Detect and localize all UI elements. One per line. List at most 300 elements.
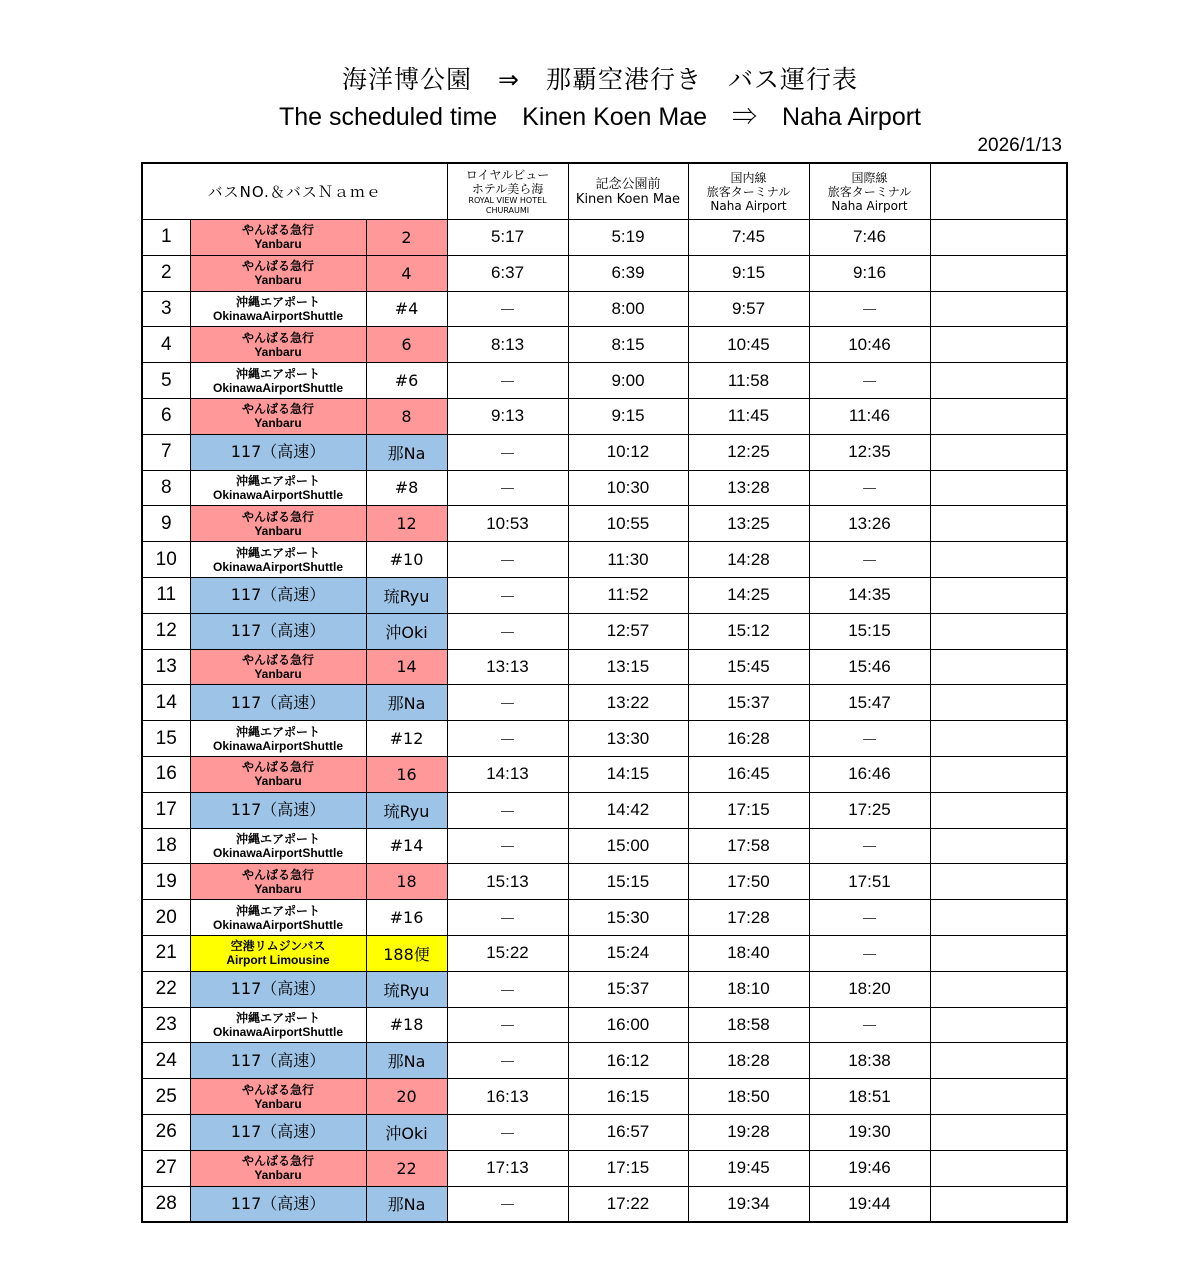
header-dom-en: Naha Airport [710, 198, 787, 213]
table-row [142, 363, 1067, 399]
time-domestic-terminal: 9:57 [688, 291, 809, 327]
blank-cell [930, 327, 1067, 363]
time-kinen-koen-mae: 8:15 [568, 327, 688, 363]
row-number: 7 [142, 434, 190, 470]
time-kinen-koen-mae: 15:30 [568, 900, 688, 936]
row-number: 8 [142, 470, 190, 506]
time-domestic-terminal: 12:25 [688, 434, 809, 470]
time-domestic-terminal: 18:50 [688, 1079, 809, 1115]
bus-code: 188便 [366, 935, 447, 971]
time-kinen-koen-mae: 12:57 [568, 613, 688, 649]
table-row [142, 756, 1067, 792]
time-domestic-terminal: 19:34 [688, 1186, 809, 1222]
bus-name: 117（高速） [190, 577, 366, 613]
table-row [142, 1186, 1067, 1222]
schedule-table [141, 162, 1068, 1223]
time-domestic-terminal: 10:45 [688, 327, 809, 363]
bus-name-ja: 沖縄エアポート [235, 473, 320, 488]
table-row [142, 828, 1067, 864]
time-kinen-koen-mae: 11:52 [568, 577, 688, 613]
time-international-terminal: 13:26 [809, 506, 930, 542]
bus-code: 琉Ryu [366, 577, 447, 613]
header-domestic [688, 163, 809, 220]
row-number: 24 [142, 1043, 190, 1079]
bus-name-ja: 沖縄エアポート [235, 724, 320, 739]
bus-name [190, 291, 366, 327]
time-international-terminal: 15:47 [809, 685, 930, 721]
table-row [142, 327, 1067, 363]
bus-code: 8 [366, 398, 447, 434]
time-international-terminal: 19:30 [809, 1114, 930, 1150]
time-royal-view: 6:37 [447, 255, 568, 291]
bus-name-ja: やんばる急行 [241, 402, 314, 417]
time-domestic-terminal: 11:58 [688, 363, 809, 399]
row-number: 14 [142, 685, 190, 721]
time-international-terminal: 17:51 [809, 864, 930, 900]
bus-code: #14 [366, 828, 447, 864]
header-intl-ja2: 旅客ターミナル [827, 184, 912, 199]
bus-code: 琉Ryu [366, 792, 447, 828]
time-royal-view: 15:22 [447, 935, 568, 971]
bus-name-en: OkinawaAirportShuttle [212, 1024, 343, 1039]
time-kinen-koen-mae: 15:15 [568, 864, 688, 900]
page-title: 海洋博公園 ⇒ 那覇空港行き バス運行表 [342, 65, 858, 94]
blank-cell [930, 935, 1067, 971]
row-number: 28 [142, 1186, 190, 1222]
blank-cell [930, 756, 1067, 792]
row-number: 15 [142, 721, 190, 757]
bus-code: #10 [366, 542, 447, 578]
bus-name [190, 363, 366, 399]
bus-name [190, 470, 366, 506]
page-subtitle: The scheduled time Kinen Koen Mae ⇒ Naha Airport [279, 103, 921, 131]
time-kinen-koen-mae: 13:22 [568, 685, 688, 721]
blank-cell [930, 1150, 1067, 1186]
blank-cell [930, 721, 1067, 757]
blank-cell [930, 613, 1067, 649]
time-royal-view: － [447, 613, 568, 649]
time-international-terminal: － [809, 291, 930, 327]
bus-name-en: OkinawaAirportShuttle [212, 917, 343, 932]
bus-name [190, 900, 366, 936]
time-domestic-terminal: 19:28 [688, 1114, 809, 1150]
time-kinen-koen-mae: 6:39 [568, 255, 688, 291]
bus-name-en: Yanbaru [254, 1096, 302, 1111]
header-kinen-ja: 記念公園前 [595, 176, 661, 192]
bus-code: 4 [366, 255, 447, 291]
time-royal-view: 10:53 [447, 506, 568, 542]
blank-cell [930, 828, 1067, 864]
time-international-terminal: 15:46 [809, 649, 930, 685]
bus-name-ja: 沖縄エアポート [235, 831, 320, 846]
row-number: 1 [142, 220, 190, 256]
bus-name-ja: 沖縄エアポート [235, 545, 320, 560]
time-royal-view: 14:13 [447, 756, 568, 792]
time-kinen-koen-mae: 10:55 [568, 506, 688, 542]
bus-name [190, 721, 366, 757]
bus-name-ja: やんばる急行 [241, 652, 314, 667]
time-royal-view: － [447, 971, 568, 1007]
bus-name-ja: やんばる急行 [241, 509, 314, 524]
header-kinen-en: Kinen Koen Mae [575, 191, 681, 207]
time-kinen-koen-mae: 16:15 [568, 1079, 688, 1115]
time-kinen-koen-mae: 15:00 [568, 828, 688, 864]
time-royal-view: － [447, 1043, 568, 1079]
bus-name-en: OkinawaAirportShuttle [212, 308, 343, 323]
time-royal-view: － [447, 1186, 568, 1222]
bus-name-ja: 沖縄エアポート [235, 294, 320, 309]
time-royal-view: － [447, 721, 568, 757]
time-international-terminal: 18:38 [809, 1043, 930, 1079]
bus-name: 117（高速） [190, 1186, 366, 1222]
time-domestic-terminal: 16:28 [688, 721, 809, 757]
time-kinen-koen-mae: 17:15 [568, 1150, 688, 1186]
time-international-terminal: 7:46 [809, 220, 930, 256]
bus-code: 22 [366, 1150, 447, 1186]
bus-name-en: Yanbaru [254, 1168, 302, 1183]
header-royal-ja2: ホテル美ら海 [471, 181, 544, 196]
time-royal-view: － [447, 470, 568, 506]
time-domestic-terminal: 13:25 [688, 506, 809, 542]
blank-cell [930, 685, 1067, 721]
bus-name-en: OkinawaAirportShuttle [212, 738, 343, 753]
row-number: 27 [142, 1150, 190, 1186]
bus-name: 117（高速） [190, 971, 366, 1007]
bus-name [190, 506, 366, 542]
table-row [142, 1150, 1067, 1186]
blank-cell [930, 1079, 1067, 1115]
bus-code: 沖Oki [366, 613, 447, 649]
row-number: 4 [142, 327, 190, 363]
time-international-terminal: － [809, 542, 930, 578]
time-international-terminal: － [809, 828, 930, 864]
blank-cell [930, 792, 1067, 828]
bus-name [190, 649, 366, 685]
time-royal-view: － [447, 828, 568, 864]
bus-name [190, 1150, 366, 1186]
time-domestic-terminal: 7:45 [688, 220, 809, 256]
bus-name-en: Yanbaru [254, 523, 302, 538]
table-row [142, 220, 1067, 256]
bus-name [190, 935, 366, 971]
header-royal-en1: ROYAL VIEW HOTEL [468, 195, 547, 205]
table-row [142, 398, 1067, 434]
bus-name-en: OkinawaAirportShuttle [212, 559, 343, 574]
bus-name [190, 327, 366, 363]
bus-name: 117（高速） [190, 434, 366, 470]
time-domestic-terminal: 13:28 [688, 470, 809, 506]
time-kinen-koen-mae: 16:57 [568, 1114, 688, 1150]
bus-name [190, 542, 366, 578]
time-kinen-koen-mae: 14:15 [568, 756, 688, 792]
row-number: 13 [142, 649, 190, 685]
time-international-terminal: 18:51 [809, 1079, 930, 1115]
time-royal-view: － [447, 434, 568, 470]
time-royal-view: － [447, 792, 568, 828]
bus-name-ja: 沖縄エアポート [235, 1010, 320, 1025]
row-number: 16 [142, 756, 190, 792]
bus-name [190, 756, 366, 792]
bus-code: #12 [366, 721, 447, 757]
time-international-terminal: 19:46 [809, 1150, 930, 1186]
row-number: 6 [142, 398, 190, 434]
time-kinen-koen-mae: 9:00 [568, 363, 688, 399]
bus-code: 那Na [366, 434, 447, 470]
bus-name [190, 828, 366, 864]
bus-code: #18 [366, 1007, 447, 1043]
blank-cell [930, 434, 1067, 470]
bus-code: #8 [366, 470, 447, 506]
bus-name [190, 864, 366, 900]
bus-name-ja: やんばる急行 [241, 1082, 314, 1097]
row-number: 17 [142, 792, 190, 828]
bus-name-ja: やんばる急行 [241, 259, 314, 274]
bus-name-en: OkinawaAirportShuttle [212, 380, 343, 395]
blank-cell [930, 398, 1067, 434]
time-domestic-terminal: 15:45 [688, 649, 809, 685]
bus-name [190, 1007, 366, 1043]
time-royal-view: － [447, 900, 568, 936]
header-intl-en: Naha Airport [831, 198, 908, 213]
time-international-terminal: 12:35 [809, 434, 930, 470]
row-number: 21 [142, 935, 190, 971]
bus-name-en: Yanbaru [254, 774, 302, 789]
time-international-terminal: 17:25 [809, 792, 930, 828]
bus-name: 117（高速） [190, 1114, 366, 1150]
time-royal-view: 15:13 [447, 864, 568, 900]
time-domestic-terminal: 17:58 [688, 828, 809, 864]
bus-name-ja: やんばる急行 [241, 1154, 314, 1169]
table-row [142, 685, 1067, 721]
bus-name: 117（高速） [190, 1043, 366, 1079]
time-kinen-koen-mae: 17:22 [568, 1186, 688, 1222]
table-row [142, 577, 1067, 613]
time-international-terminal: － [809, 900, 930, 936]
row-number: 10 [142, 542, 190, 578]
bus-name-en: OkinawaAirportShuttle [212, 845, 343, 860]
bus-code: 那Na [366, 685, 447, 721]
bus-code: 那Na [366, 1186, 447, 1222]
bus-name-ja: 沖縄エアポート [235, 903, 320, 918]
bus-name-en: Yanbaru [254, 416, 302, 431]
bus-code: 6 [366, 327, 447, 363]
time-royal-view: － [447, 542, 568, 578]
time-domestic-terminal: 15:37 [688, 685, 809, 721]
bus-code: 2 [366, 220, 447, 256]
blank-cell [930, 542, 1067, 578]
time-royal-view: － [447, 291, 568, 327]
table-row [142, 1007, 1067, 1043]
time-international-terminal: － [809, 1007, 930, 1043]
bus-code: 16 [366, 756, 447, 792]
table-row [142, 900, 1067, 936]
table-row [142, 255, 1067, 291]
blank-cell [930, 470, 1067, 506]
time-kinen-koen-mae: 5:19 [568, 220, 688, 256]
time-domestic-terminal: 14:28 [688, 542, 809, 578]
time-kinen-koen-mae: 15:24 [568, 935, 688, 971]
row-number: 20 [142, 900, 190, 936]
bus-name-en: Yanbaru [254, 344, 302, 359]
table-row [142, 1079, 1067, 1115]
row-number: 19 [142, 864, 190, 900]
time-royal-view: 16:13 [447, 1079, 568, 1115]
bus-name-ja: やんばる急行 [241, 867, 314, 882]
time-domestic-terminal: 17:50 [688, 864, 809, 900]
date-label: 2026/1/13 [977, 135, 1062, 156]
blank-cell [930, 1007, 1067, 1043]
table-row [142, 613, 1067, 649]
row-number: 3 [142, 291, 190, 327]
header-royal-en2: CHURAUMI [485, 205, 530, 215]
table-row [142, 864, 1067, 900]
time-domestic-terminal: 9:15 [688, 255, 809, 291]
bus-code: 沖Oki [366, 1114, 447, 1150]
header-blank [930, 163, 1067, 220]
time-international-terminal: 11:46 [809, 398, 930, 434]
table-row [142, 470, 1067, 506]
table-row [142, 721, 1067, 757]
time-international-terminal: 14:35 [809, 577, 930, 613]
row-number: 12 [142, 613, 190, 649]
table-row [142, 506, 1067, 542]
header-bus-name: バスNO.＆バスＮａｍｅ [142, 163, 447, 220]
header-international [809, 163, 930, 220]
bus-name [190, 220, 366, 256]
bus-name-ja: 沖縄エアポート [235, 366, 320, 381]
blank-cell [930, 971, 1067, 1007]
time-kinen-koen-mae: 9:15 [568, 398, 688, 434]
time-domestic-terminal: 15:12 [688, 613, 809, 649]
time-international-terminal: 10:46 [809, 327, 930, 363]
time-international-terminal: 18:20 [809, 971, 930, 1007]
header-dom-ja1: 国内線 [730, 170, 767, 185]
time-kinen-koen-mae: 8:00 [568, 291, 688, 327]
time-kinen-koen-mae: 14:42 [568, 792, 688, 828]
blank-cell [930, 577, 1067, 613]
time-international-terminal: 15:15 [809, 613, 930, 649]
blank-cell [930, 363, 1067, 399]
time-royal-view: － [447, 1007, 568, 1043]
time-kinen-koen-mae: 10:12 [568, 434, 688, 470]
time-kinen-koen-mae: 13:15 [568, 649, 688, 685]
blank-cell [930, 649, 1067, 685]
bus-name: 117（高速） [190, 792, 366, 828]
time-royal-view: 13:13 [447, 649, 568, 685]
time-domestic-terminal: 18:58 [688, 1007, 809, 1043]
time-domestic-terminal: 17:28 [688, 900, 809, 936]
time-domestic-terminal: 16:45 [688, 756, 809, 792]
table-row [142, 649, 1067, 685]
bus-code: #4 [366, 291, 447, 327]
bus-code: 20 [366, 1079, 447, 1115]
time-kinen-koen-mae: 16:00 [568, 1007, 688, 1043]
bus-name-en: Yanbaru [254, 237, 302, 252]
bus-name-ja: やんばる急行 [241, 760, 314, 775]
table-row [142, 1114, 1067, 1150]
bus-name-en: Yanbaru [254, 273, 302, 288]
bus-name-en: Airport Limousine [226, 953, 330, 968]
blank-cell [930, 220, 1067, 256]
time-royal-view: － [447, 1114, 568, 1150]
time-kinen-koen-mae: 15:37 [568, 971, 688, 1007]
bus-code: 那Na [366, 1043, 447, 1079]
time-domestic-terminal: 18:10 [688, 971, 809, 1007]
time-domestic-terminal: 17:15 [688, 792, 809, 828]
bus-name [190, 398, 366, 434]
blank-cell [930, 1043, 1067, 1079]
table-row [142, 792, 1067, 828]
header-kinen [568, 163, 688, 220]
table-row [142, 971, 1067, 1007]
blank-cell [930, 506, 1067, 542]
row-number: 9 [142, 506, 190, 542]
blank-cell [930, 900, 1067, 936]
time-international-terminal: － [809, 721, 930, 757]
bus-name-ja: 空港リムジンバス [230, 939, 326, 954]
time-international-terminal: 16:46 [809, 756, 930, 792]
row-number: 11 [142, 577, 190, 613]
header-row [142, 163, 1067, 220]
bus-name: 117（高速） [190, 685, 366, 721]
row-number: 2 [142, 255, 190, 291]
time-kinen-koen-mae: 13:30 [568, 721, 688, 757]
blank-cell [930, 864, 1067, 900]
bus-name: 117（高速） [190, 613, 366, 649]
blank-cell [930, 1114, 1067, 1150]
time-domestic-terminal: 18:28 [688, 1043, 809, 1079]
bus-name-ja: やんばる急行 [241, 330, 314, 345]
table-row [142, 935, 1067, 971]
bus-name-en: Yanbaru [254, 881, 302, 896]
table-row [142, 1043, 1067, 1079]
bus-code: 12 [366, 506, 447, 542]
bus-name-en: OkinawaAirportShuttle [212, 487, 343, 502]
time-domestic-terminal: 11:45 [688, 398, 809, 434]
time-domestic-terminal: 18:40 [688, 935, 809, 971]
blank-cell [930, 1186, 1067, 1222]
row-number: 23 [142, 1007, 190, 1043]
bus-code: #16 [366, 900, 447, 936]
row-number: 22 [142, 971, 190, 1007]
bus-name [190, 1079, 366, 1115]
time-royal-view: － [447, 363, 568, 399]
table-row [142, 542, 1067, 578]
time-domestic-terminal: 14:25 [688, 577, 809, 613]
table-row [142, 434, 1067, 470]
bus-name [190, 255, 366, 291]
time-kinen-koen-mae: 11:30 [568, 542, 688, 578]
blank-cell [930, 291, 1067, 327]
bus-code: 琉Ryu [366, 971, 447, 1007]
time-royal-view: 8:13 [447, 327, 568, 363]
bus-name-en: Yanbaru [254, 666, 302, 681]
time-royal-view: 5:17 [447, 220, 568, 256]
time-international-terminal: － [809, 470, 930, 506]
blank-cell [930, 255, 1067, 291]
bus-name-ja: やんばる急行 [241, 223, 314, 238]
time-international-terminal: 9:16 [809, 255, 930, 291]
header-royal-ja1: ロイヤルビュー [465, 167, 550, 182]
time-royal-view: 17:13 [447, 1150, 568, 1186]
time-domestic-terminal: 19:45 [688, 1150, 809, 1186]
table-row [142, 291, 1067, 327]
time-international-terminal: － [809, 935, 930, 971]
time-royal-view: － [447, 577, 568, 613]
header-royal-view [447, 163, 568, 220]
time-kinen-koen-mae: 16:12 [568, 1043, 688, 1079]
time-kinen-koen-mae: 10:30 [568, 470, 688, 506]
